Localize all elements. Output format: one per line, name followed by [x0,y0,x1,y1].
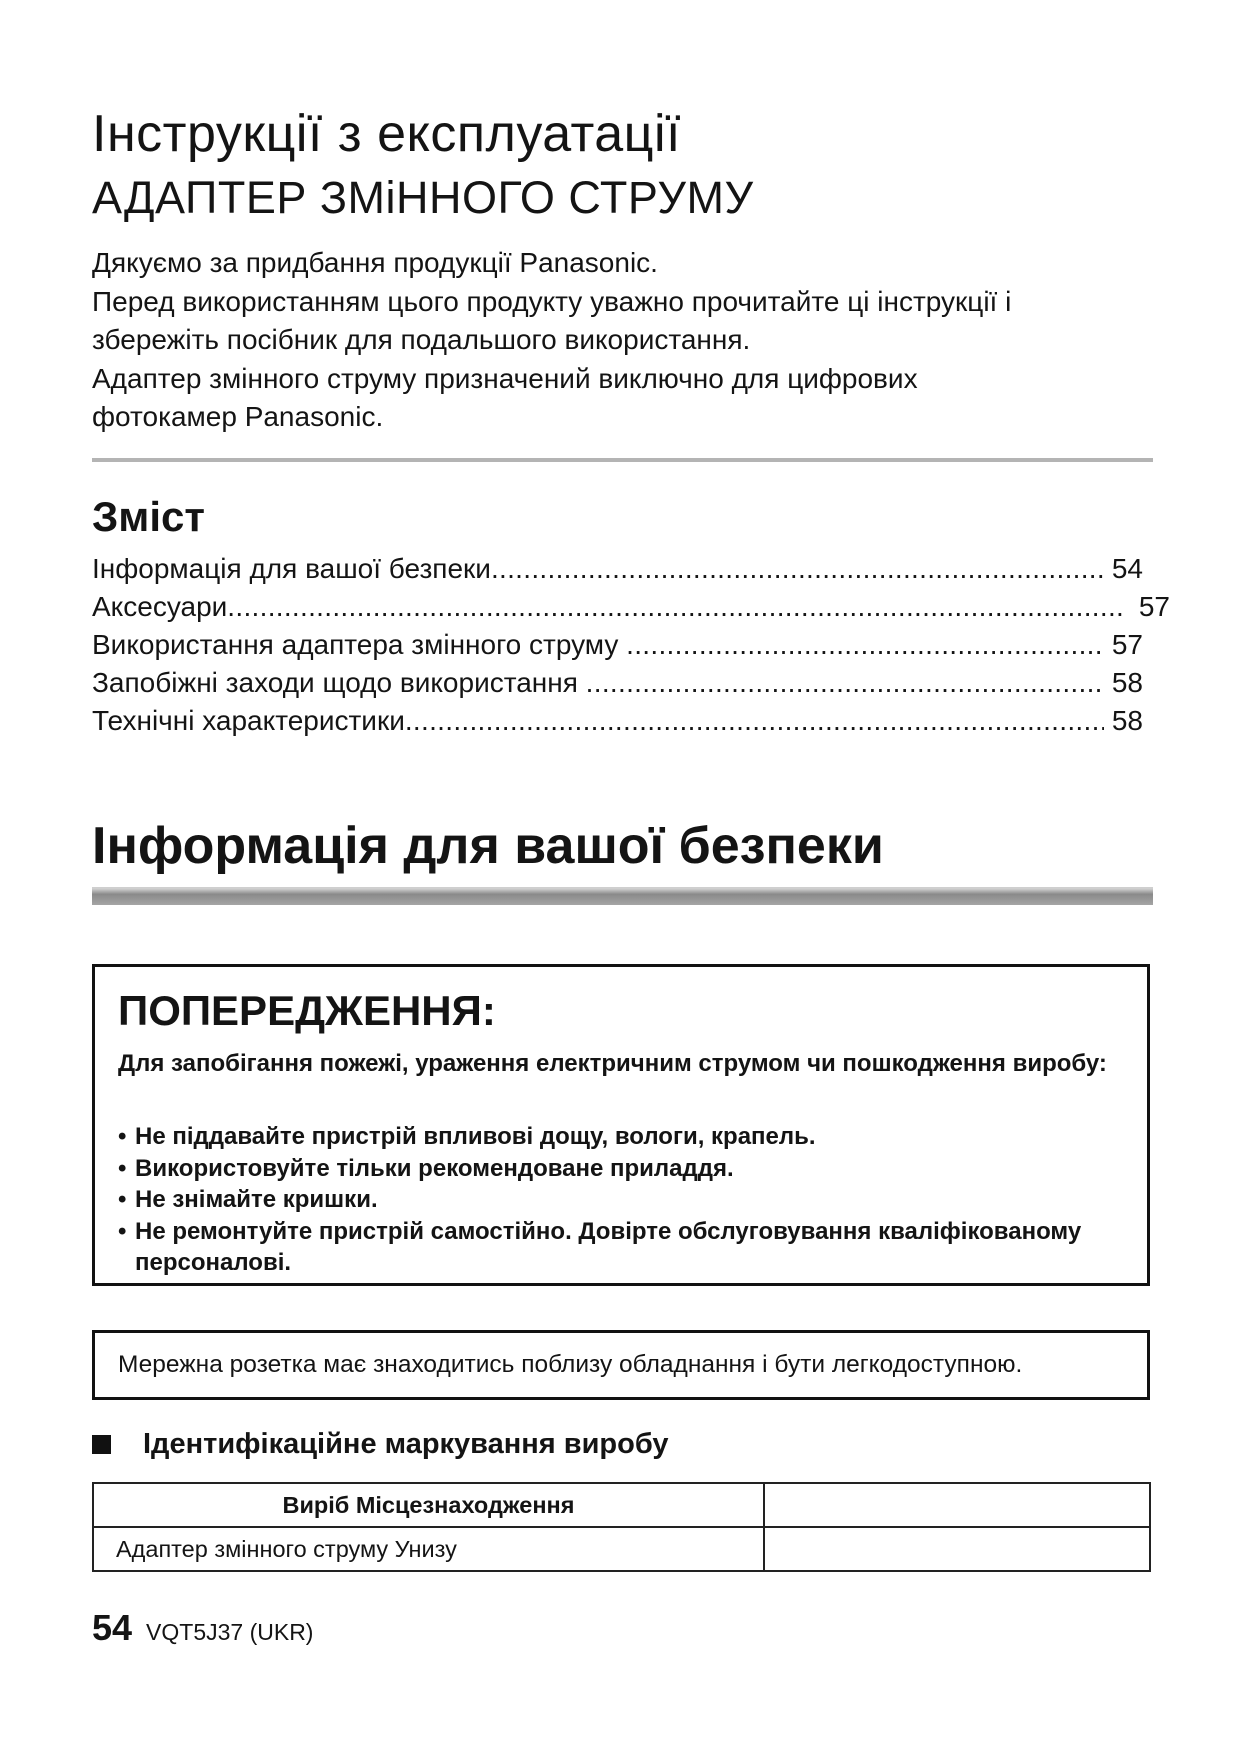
warning-list [118,1121,1128,1279]
toc-entry[interactable] [92,702,1143,740]
black-square-bullet-icon [92,1435,111,1454]
intro-line: збережіть посібник для подальшого використання. [92,324,751,355]
toc-entry-label: Запобіжні заходи щодо використання [92,667,586,698]
warning-item: • Не ремонтуйте пристрій самостійно. Довірте обслуговування кваліфікованому персоналові. [118,1216,1128,1279]
socket-note-box [92,1330,1150,1400]
toc-leader-dots [227,588,1125,626]
toc-entry-page: 57 [1111,629,1143,660]
identification-table [92,1482,1151,1572]
identification-heading-text: Ідентифікаційне маркування виробу [143,1428,669,1460]
intro-paragraph [92,244,1172,437]
table-cell [764,1527,1150,1571]
warning-title: ПОПЕРЕДЖЕННЯ: [118,987,496,1034]
table-header-cell: Виріб Місцезнаходження [93,1483,764,1527]
section-title: Інформація для вашої безпеки [92,817,884,875]
toc-entry-label: Інформація для вашої безпеки [92,553,491,584]
toc-entry[interactable] [92,664,1143,702]
table-header-cell [764,1483,1150,1527]
document-subtitle: АДАПТЕР ЗМіННОГО СТРУМУ [92,172,754,223]
toc-entry-label: Використання адаптера змінного струму [92,629,627,660]
toc-heading: Зміст [92,493,205,540]
toc-entry-label: Аксесуари [92,591,228,622]
warning-item: • Не піддавайте пристрій впливові дощу, вологи, крапель. [118,1121,1128,1153]
toc-entry[interactable] [92,550,1143,588]
warning-box [92,964,1150,1286]
table-cell: Адаптер змінного струму Унизу [93,1527,764,1571]
toc-leader-dots [586,664,1104,702]
document-code: VQT5J37 (UKR) [146,1619,314,1645]
socket-note: Мережна розетка має знаходитись поблизу обладнання і бути легкодоступною. [118,1351,1023,1378]
page-footer [92,1606,313,1650]
toc-entry[interactable] [92,626,1143,664]
divider [92,458,1153,462]
page-number: 54 [92,1607,133,1648]
warning-lead: Для запобігання пожежі, ураження електричним струмом чи пошкодження виробу: [118,1050,1107,1077]
toc-entry-page: 58 [1111,667,1143,698]
toc-entry-page: 58 [1111,705,1143,736]
table-header-row [93,1483,1150,1527]
section-divider [92,887,1153,905]
warning-item: • Не знімайте кришки. [118,1184,1128,1216]
toc-leader-dots [626,626,1104,664]
intro-line: фотокамер Panasonic. [92,401,384,432]
toc-leader-dots [491,550,1104,588]
toc-entry[interactable] [92,588,1170,626]
table-row [93,1527,1150,1571]
intro-line: Перед використанням цього продукту уважно прочитайте ці інструкції і [92,285,1012,317]
document-title: Інструкції з експлуатації [92,105,681,163]
identification-heading [92,1424,669,1464]
toc-entry-page: 54 [1111,553,1143,584]
toc-entry-label: Технічні характеристики [92,705,405,736]
toc-entry-page: 57 [1138,591,1170,622]
intro-line: Дякуємо за придбання продукції Panasonic. [92,247,658,278]
warning-item: • Використовуйте тільки рекомендоване приладдя. [118,1153,1128,1185]
toc-leader-dots [405,702,1104,740]
intro-line: Адаптер змінного струму призначений виключно для цифрових [92,362,918,394]
